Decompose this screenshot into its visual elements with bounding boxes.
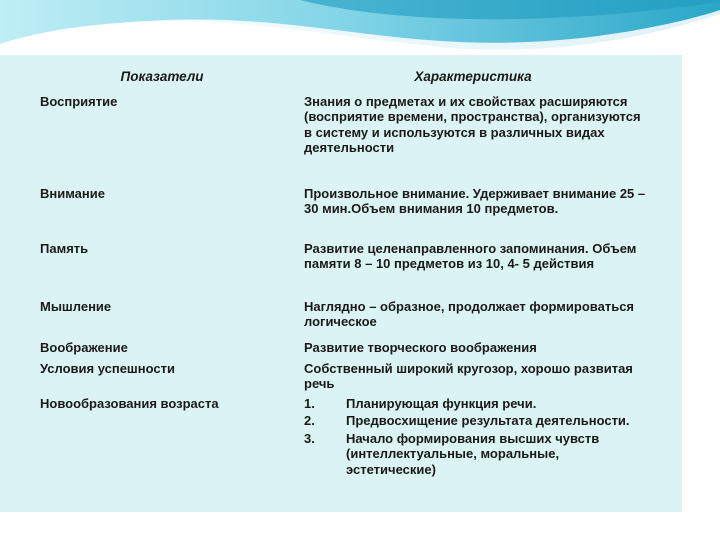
table-row xyxy=(32,94,654,186)
row-label-imagination: Воображение xyxy=(40,339,128,355)
neoformations-list xyxy=(304,396,650,478)
table-row xyxy=(32,241,654,299)
header-indicators: Показатели xyxy=(120,69,204,84)
list-item-text: Начало формирования высших чувств (интеллектуальные, моральные, эстетические) xyxy=(346,430,600,477)
row-label-memory: Память xyxy=(40,240,89,256)
row-label-age-neoformations: Новообразования возраста xyxy=(40,395,219,411)
row-value-age-neoformations xyxy=(292,396,654,480)
row-value-memory: Развитие целенаправленного запоминания. Объем памяти 8 – 10 предметов из 10, 4- 5 действия xyxy=(304,240,637,271)
table-row xyxy=(32,340,654,361)
row-label-success-conditions: Условия успешности xyxy=(40,360,175,376)
table-row xyxy=(32,361,654,396)
list-item-number: 2. xyxy=(304,413,315,428)
table-header-row xyxy=(32,64,654,94)
row-value-thinking: Наглядно – образное, продолжает формироваться логическое xyxy=(304,298,635,329)
list-item xyxy=(304,413,650,429)
row-label-attention: Внимание xyxy=(40,185,105,201)
decorative-wave-banner xyxy=(0,0,720,60)
list-item xyxy=(304,431,650,478)
header-characteristic: Характеристика xyxy=(414,69,532,84)
list-item-text: Предвосхищение результата деятельности. xyxy=(346,413,630,428)
row-value-attention: Произвольное внимание. Удерживает внимание 25 – 30 мин.Объем внимания 10 предметов. xyxy=(304,185,646,216)
table-row xyxy=(32,299,654,340)
list-item xyxy=(304,396,650,412)
table-row xyxy=(32,396,654,480)
row-value-perception: Знания о предметах и их свойствах расширяются (восприятие времени, пространства), организуются в систему и используются в различных видах деятельности xyxy=(304,93,641,155)
row-label-thinking: Мышление xyxy=(40,298,112,314)
list-item-text: Планирующая функция речи. xyxy=(346,395,537,411)
row-value-imagination: Развитие творческого воображения xyxy=(304,339,537,355)
row-label-perception: Восприятие xyxy=(40,93,118,109)
list-item-number: 3. xyxy=(304,430,315,446)
row-value-success-conditions: Собственный широкий кругозор, хорошо развитая речь xyxy=(304,360,633,391)
table-row xyxy=(32,186,654,241)
age-characteristics-table xyxy=(32,64,654,479)
list-item-number: 1. xyxy=(304,395,315,411)
